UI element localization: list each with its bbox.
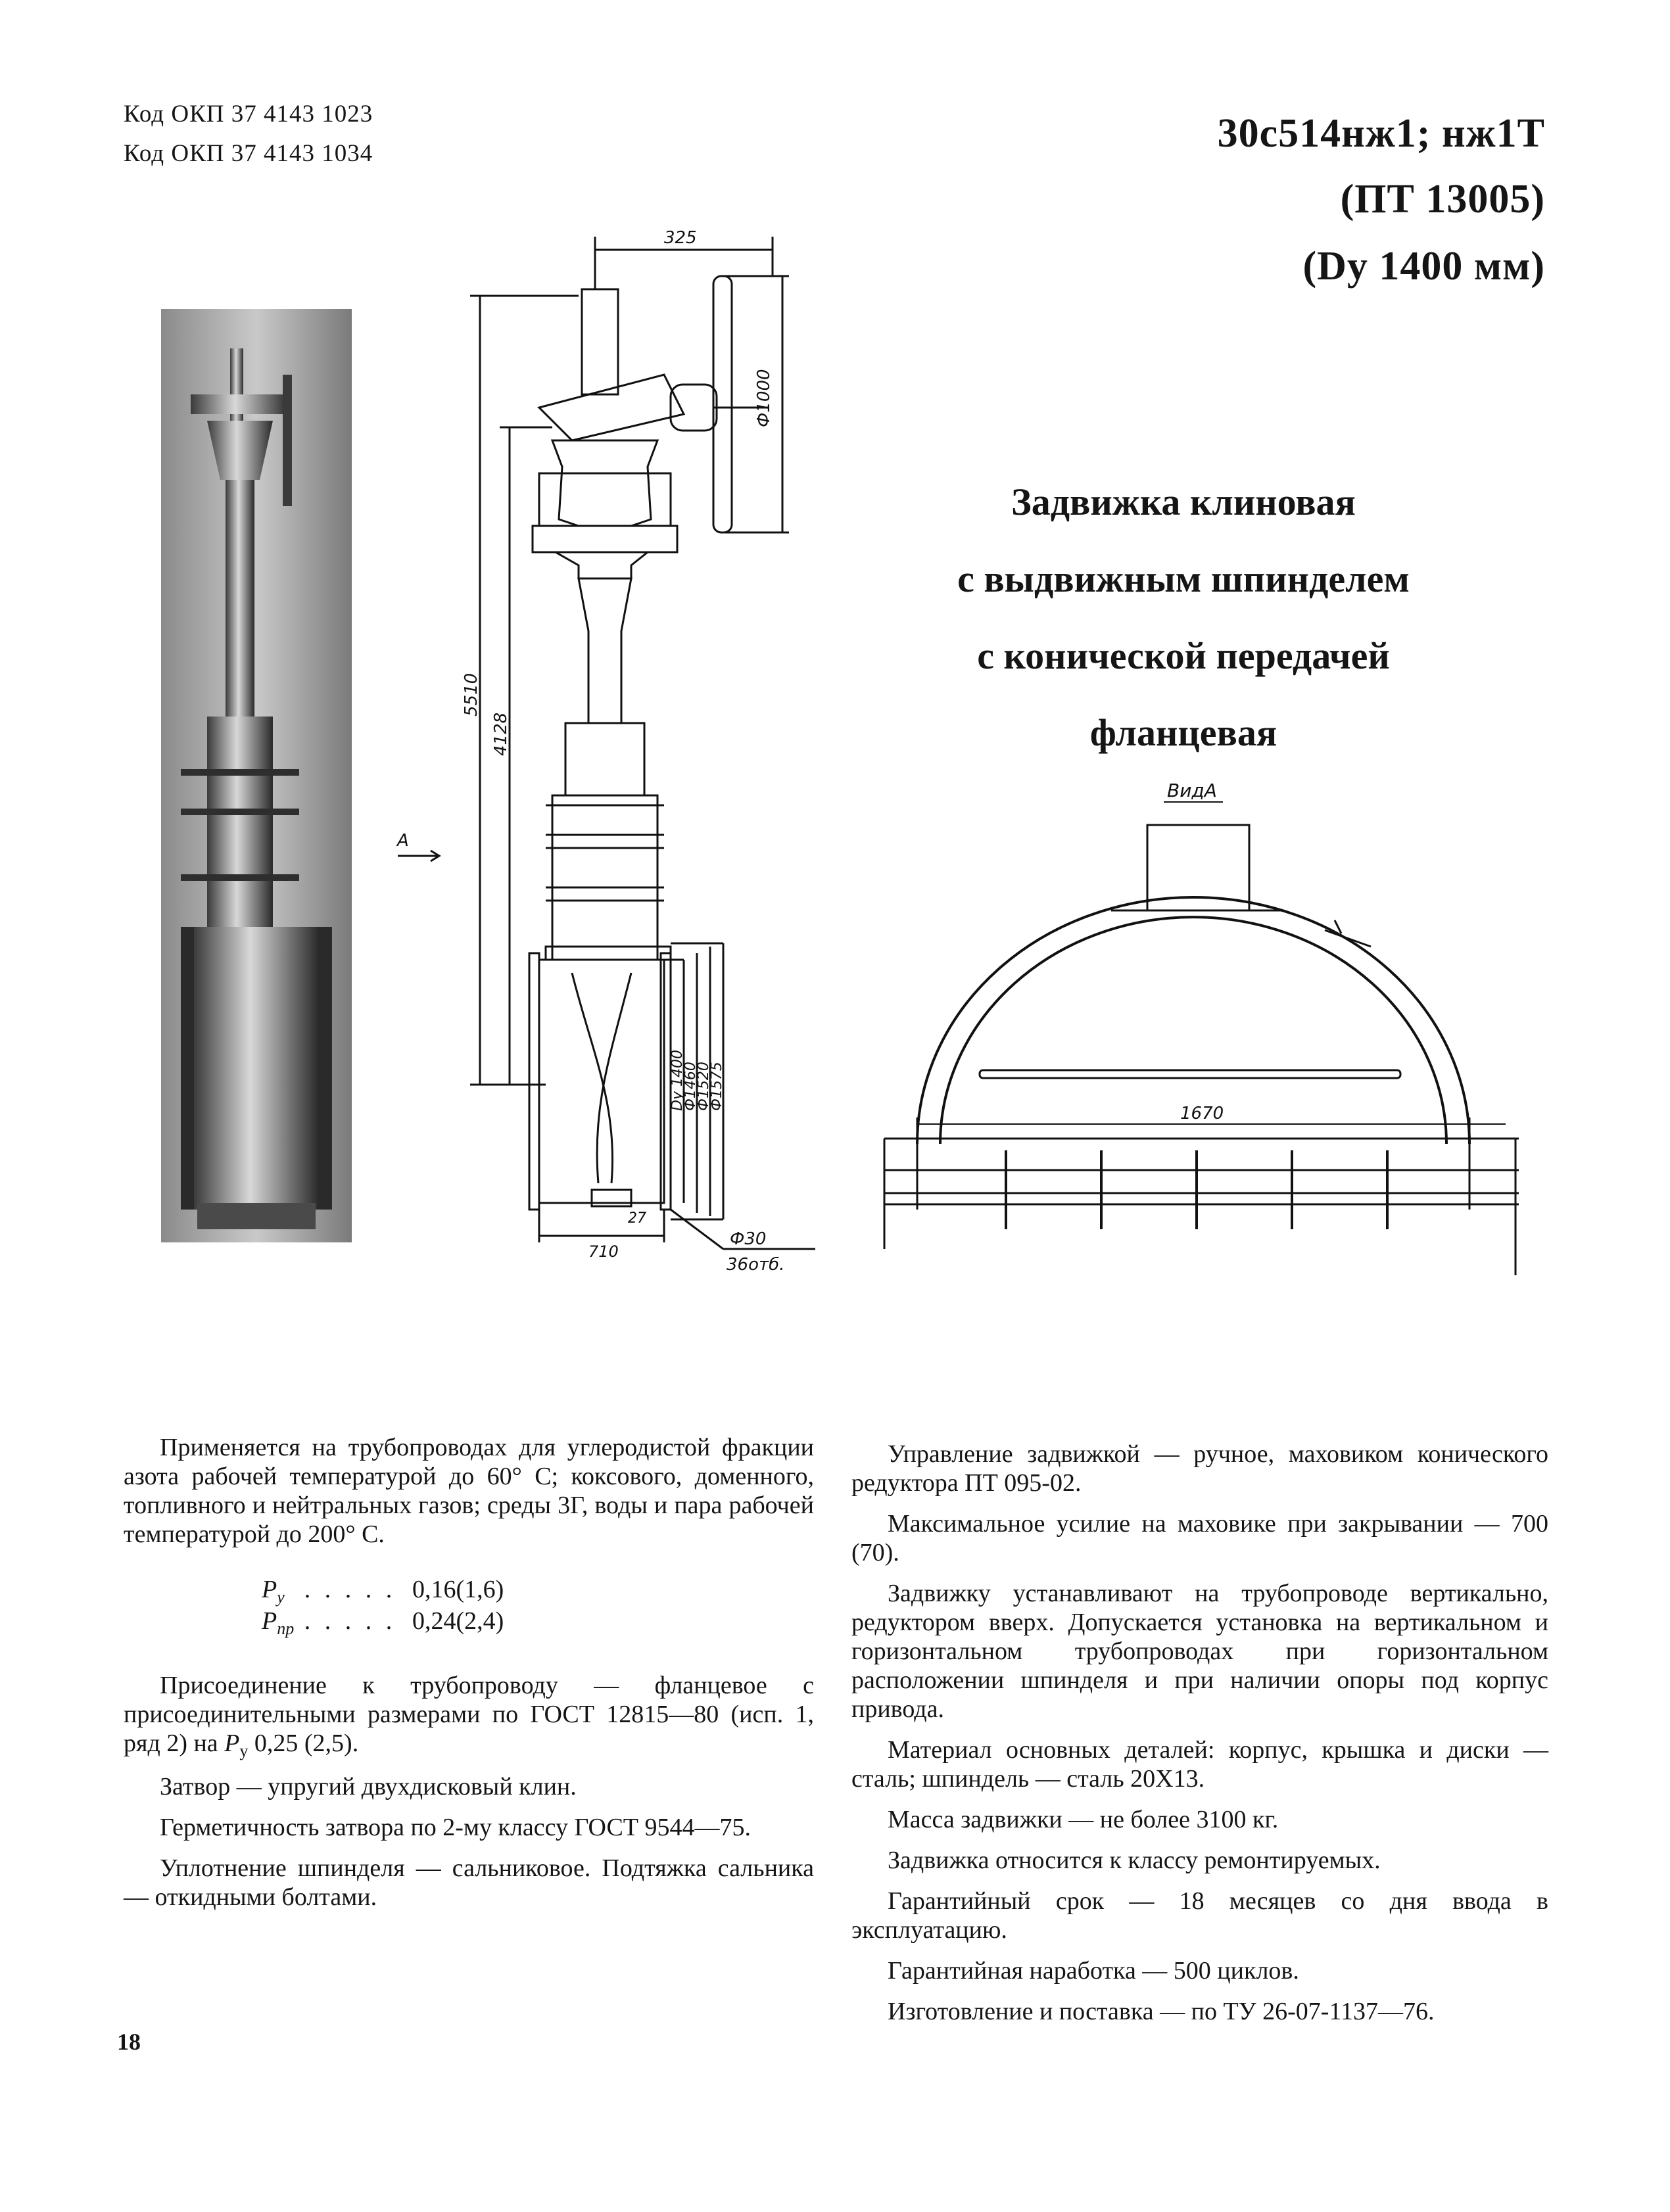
document-title [855, 463, 1512, 771]
dim-5510-label: 5510 [462, 672, 481, 717]
dim-holes-count-label: 36отб. [727, 1255, 785, 1275]
right-column [851, 1440, 1548, 2038]
title-line-3: с конической передачей [977, 634, 1390, 677]
param-symbol: $P_{пр}$ [262, 1607, 295, 1638]
param-row-ppr [262, 1607, 814, 1638]
repair-class-paragraph: Задвижка относится к классу ремонтируемых. [888, 1847, 1381, 1874]
product-model: (ПТ 13005) [1340, 177, 1545, 222]
seal-paragraph: Уплотнение шпинделя — сальниковое. Подтяжка сальника — откидными болтами. [124, 1854, 814, 1911]
manufacture-paragraph: Изготовление и поставка — по ТУ 26-07-1137—76. [888, 1998, 1435, 2025]
tightness-paragraph: Герметичность затвора по 2-му классу ГОСТ 9544—75. [160, 1814, 752, 1841]
title-line-1: Задвижка клиновая [1011, 481, 1356, 523]
dim-holes-dia-label: Ф30 [730, 1229, 767, 1249]
warranty-paragraph: Гарантийный срок — 18 месяцев со дня ввода в эксплуатацию. [851, 1887, 1548, 1944]
param-value: 0,24(2,4) [412, 1607, 504, 1635]
okp-code-2: Код ОКП 37 4143 1034 [124, 140, 373, 167]
dim-325-label: 325 [664, 228, 697, 248]
pressure-params [262, 1575, 814, 1638]
param-row-py [262, 1575, 814, 1607]
dim-710-label: 710 [588, 1242, 619, 1261]
param-value: 0,16(1,6) [412, 1576, 504, 1603]
view-a-drawing [868, 776, 1525, 1302]
connection-paragraph: Присоединение к трубопроводу — фланцевое с присоединительными размерами по ГОСТ 12815—80 (исп. 1, ряд 2) на $P_у$ 0,25 (2,5). [124, 1672, 814, 1760]
param-symbol: $P_у$ [262, 1576, 285, 1607]
gate-paragraph: Затвор — упругий двухдисковый клин. [160, 1773, 577, 1800]
view-arrow-label: А [397, 831, 409, 851]
valve-drawing [355, 217, 828, 1282]
product-mark: 30с514нж1; нж1Т [1217, 111, 1545, 156]
dim-4128-label: 4128 [491, 712, 511, 756]
nominal-diameter: (Dy 1400 мм) [1302, 244, 1545, 289]
cycles-paragraph: Гарантийная наработка — 500 циклов. [888, 1957, 1299, 1985]
left-column [124, 1433, 814, 1923]
force-paragraph: Максимальное усилие на маховике при закрывании — 700 (70). [851, 1510, 1548, 1566]
dim-d1520-label: Ф1520 [696, 1062, 712, 1111]
param-dots: . . . . . [304, 1576, 396, 1603]
installation-paragraph: Задвижку устанавливают на трубопроводе вертикально, редуктором вверх. Допускается установка на вертикальном и горизонтальном трубопроводах при горизонтальном расположении шпинделя и при наличии опоры под корпус привода. [851, 1580, 1548, 1723]
material-paragraph: Материал основных деталей: корпус, крышка и диски — сталь; шпиндель — сталь 20Х13. [851, 1736, 1548, 1793]
title-line-4: фланцевая [1089, 711, 1277, 754]
view-a-span-label: 1670 [1180, 1104, 1224, 1123]
dim-27-label: 27 [628, 1210, 646, 1227]
valve-photo [161, 309, 352, 1242]
control-paragraph: Управление задвижкой — ручное, маховиком конического редуктора ПТ 095-02. [851, 1440, 1548, 1497]
view-a-label: ВидА [1167, 780, 1217, 801]
application-paragraph: Применяется на трубопроводах для углеродистой фракции азота рабочей температурой до 60° С; коксового, доменного, топливного и нейтральных газов; среды 3Г, воды и пара рабочей температурой до 200° С. [124, 1434, 814, 1548]
mass-paragraph: Масса задвижки — не более 3100 кг. [888, 1806, 1279, 1833]
dim-dy-label: Dy 1400 [669, 1050, 686, 1111]
title-line-2: с выдвижным шпинделем [957, 557, 1410, 600]
dim-d1460-label: Ф1460 [682, 1062, 699, 1111]
param-dots: . . . . . [304, 1607, 396, 1635]
page-number: 18 [117, 2029, 141, 2055]
dim-handwheel-label: Ф1000 [754, 369, 774, 427]
dim-d1575-label: Ф1575 [709, 1062, 725, 1111]
okp-code-1: Код ОКП 37 4143 1023 [124, 101, 373, 128]
